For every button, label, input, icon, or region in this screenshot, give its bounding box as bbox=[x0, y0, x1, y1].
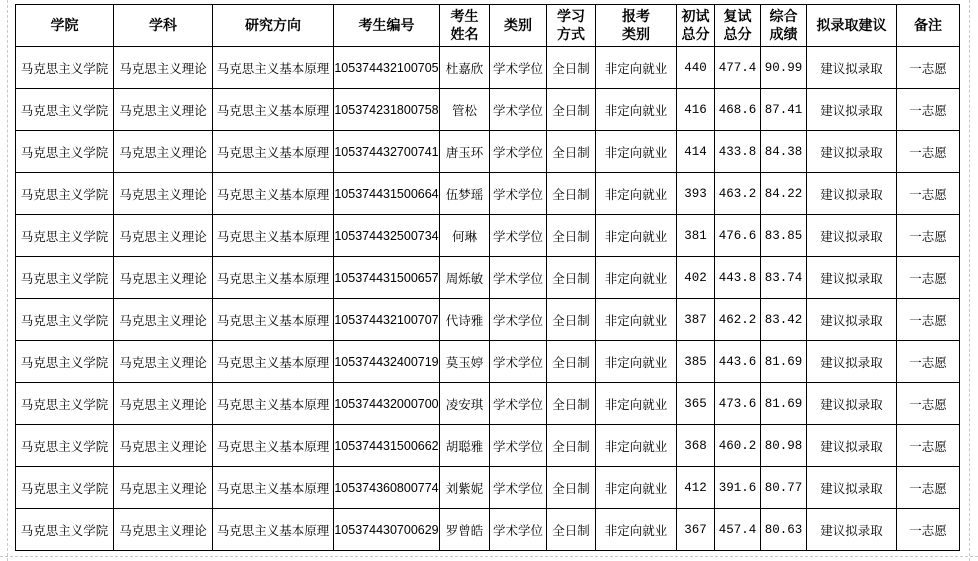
cell-application-type: 非定向就业 bbox=[596, 509, 677, 551]
table-row bbox=[16, 341, 960, 383]
cell-discipline: 马克思主义理论 bbox=[114, 89, 213, 131]
cell-admission-suggestion: 建议拟录取 bbox=[807, 215, 897, 257]
header-category bbox=[490, 5, 547, 47]
cell-category: 学术学位 bbox=[490, 89, 547, 131]
cell-study-mode: 全日制 bbox=[547, 383, 596, 425]
cell-discipline: 马克思主义理论 bbox=[114, 467, 213, 509]
cell-college: 马克思主义学院 bbox=[16, 131, 114, 173]
cell-application-type: 非定向就业 bbox=[596, 425, 677, 467]
cell-discipline: 马克思主义理论 bbox=[114, 47, 213, 89]
cell-prelim-score: 367 bbox=[677, 509, 715, 551]
cell-discipline: 马克思主义理论 bbox=[114, 383, 213, 425]
cell-prelim-score: 368 bbox=[677, 425, 715, 467]
page-margin-left bbox=[7, 0, 8, 561]
cell-candidate-id: 105374430700629 bbox=[334, 509, 440, 551]
cell-retest-score: 460.2 bbox=[715, 425, 761, 467]
cell-candidate-id: 105374432400719 bbox=[334, 341, 440, 383]
cell-candidate-id: 105374432700741 bbox=[334, 131, 440, 173]
header-line2: 类别 bbox=[622, 26, 650, 43]
cell-category: 学术学位 bbox=[490, 215, 547, 257]
cell-overall-score: 83.85 bbox=[761, 215, 807, 257]
cell-study-mode: 全日制 bbox=[547, 299, 596, 341]
header-label bbox=[682, 8, 710, 44]
table-row bbox=[16, 215, 960, 257]
header-candidate-id bbox=[334, 5, 440, 47]
cell-application-type: 非定向就业 bbox=[596, 89, 677, 131]
cell-candidate-id: 105374431500664 bbox=[334, 173, 440, 215]
cell-research-direction: 马克思主义基本原理 bbox=[213, 47, 334, 89]
cell-candidate-id: 105374432100705 bbox=[334, 47, 440, 89]
cell-admission-suggestion: 建议拟录取 bbox=[807, 383, 897, 425]
header-line2: 总分 bbox=[723, 26, 752, 43]
cell-college: 马克思主义学院 bbox=[16, 509, 114, 551]
cell-candidate-name: 代诗雅 bbox=[440, 299, 490, 341]
cell-overall-score: 80.77 bbox=[761, 467, 807, 509]
header-line2: 姓名 bbox=[450, 26, 479, 43]
table-row bbox=[16, 257, 960, 299]
cell-study-mode: 全日制 bbox=[547, 509, 596, 551]
table-row bbox=[16, 383, 960, 425]
cell-category: 学术学位 bbox=[490, 467, 547, 509]
header-line1: 学科 bbox=[149, 17, 177, 34]
cell-retest-score: 477.4 bbox=[715, 47, 761, 89]
cell-remark: 一志愿 bbox=[897, 299, 960, 341]
cell-retest-score: 443.8 bbox=[715, 257, 761, 299]
cell-admission-suggestion: 建议拟录取 bbox=[807, 509, 897, 551]
cell-candidate-name: 凌安琪 bbox=[440, 383, 490, 425]
cell-research-direction: 马克思主义基本原理 bbox=[213, 299, 334, 341]
cell-category: 学术学位 bbox=[490, 383, 547, 425]
cell-application-type: 非定向就业 bbox=[596, 341, 677, 383]
header-label bbox=[245, 17, 301, 35]
table-row bbox=[16, 173, 960, 215]
cell-study-mode: 全日制 bbox=[547, 257, 596, 299]
cell-college: 马克思主义学院 bbox=[16, 467, 114, 509]
cell-category: 学术学位 bbox=[490, 425, 547, 467]
cell-study-mode: 全日制 bbox=[547, 131, 596, 173]
table-header-row bbox=[16, 5, 960, 47]
cell-discipline: 马克思主义理论 bbox=[114, 173, 213, 215]
cell-admission-suggestion: 建议拟录取 bbox=[807, 467, 897, 509]
cell-college: 马克思主义学院 bbox=[16, 89, 114, 131]
table-row bbox=[16, 509, 960, 551]
cell-application-type: 非定向就业 bbox=[596, 257, 677, 299]
cell-retest-score: 463.2 bbox=[715, 173, 761, 215]
cell-prelim-score: 385 bbox=[677, 341, 715, 383]
cell-study-mode: 全日制 bbox=[547, 215, 596, 257]
header-line1: 研究方向 bbox=[245, 17, 301, 34]
cell-study-mode: 全日制 bbox=[547, 425, 596, 467]
cell-discipline: 马克思主义理论 bbox=[114, 509, 213, 551]
cell-research-direction: 马克思主义基本原理 bbox=[213, 509, 334, 551]
header-line2: 成绩 bbox=[769, 26, 798, 43]
header-label bbox=[724, 8, 752, 44]
cell-admission-suggestion: 建议拟录取 bbox=[807, 173, 897, 215]
header-overall-score bbox=[761, 5, 807, 47]
header-line1: 考生 bbox=[450, 8, 479, 25]
cell-candidate-name: 杜嘉欣 bbox=[440, 47, 490, 89]
cell-admission-suggestion: 建议拟录取 bbox=[807, 47, 897, 89]
cell-remark: 一志愿 bbox=[897, 383, 960, 425]
cell-retest-score: 473.6 bbox=[715, 383, 761, 425]
cell-candidate-id: 105374360800774 bbox=[334, 467, 440, 509]
header-line1: 学习 bbox=[557, 8, 585, 25]
cell-category: 学术学位 bbox=[490, 299, 547, 341]
header-line1: 报考 bbox=[622, 8, 650, 25]
table-row bbox=[16, 425, 960, 467]
cell-college: 马克思主义学院 bbox=[16, 257, 114, 299]
header-label bbox=[622, 8, 650, 44]
header-admission-suggestion bbox=[807, 5, 897, 47]
header-line2: 总分 bbox=[681, 26, 710, 43]
cell-retest-score: 457.4 bbox=[715, 509, 761, 551]
table-row bbox=[16, 47, 960, 89]
cell-research-direction: 马克思主义基本原理 bbox=[213, 257, 334, 299]
header-research-direction bbox=[213, 5, 334, 47]
header-line1: 学院 bbox=[50, 17, 79, 34]
cell-retest-score: 476.6 bbox=[715, 215, 761, 257]
cell-prelim-score: 393 bbox=[677, 173, 715, 215]
cell-prelim-score: 440 bbox=[677, 47, 715, 89]
header-line1: 考生编号 bbox=[358, 17, 415, 34]
cell-remark: 一志愿 bbox=[897, 215, 960, 257]
header-label bbox=[770, 8, 798, 44]
cell-research-direction: 马克思主义基本原理 bbox=[213, 131, 334, 173]
cell-research-direction: 马克思主义基本原理 bbox=[213, 89, 334, 131]
cell-research-direction: 马克思主义基本原理 bbox=[213, 383, 334, 425]
cell-college: 马克思主义学院 bbox=[16, 383, 114, 425]
header-candidate-name bbox=[440, 5, 490, 47]
cell-prelim-score: 416 bbox=[677, 89, 715, 131]
cell-overall-score: 84.38 bbox=[761, 131, 807, 173]
cell-admission-suggestion: 建议拟录取 bbox=[807, 425, 897, 467]
cell-overall-score: 81.69 bbox=[761, 341, 807, 383]
cell-discipline: 马克思主义理论 bbox=[114, 257, 213, 299]
cell-retest-score: 468.6 bbox=[715, 89, 761, 131]
cell-remark: 一志愿 bbox=[897, 425, 960, 467]
cell-candidate-name: 胡聪雅 bbox=[440, 425, 490, 467]
cell-study-mode: 全日制 bbox=[547, 89, 596, 131]
cell-overall-score: 84.22 bbox=[761, 173, 807, 215]
cell-college: 马克思主义学院 bbox=[16, 299, 114, 341]
cell-prelim-score: 387 bbox=[677, 299, 715, 341]
cell-remark: 一志愿 bbox=[897, 173, 960, 215]
header-label bbox=[451, 8, 479, 44]
header-line1: 类别 bbox=[504, 17, 532, 34]
cell-candidate-name: 何琳 bbox=[440, 215, 490, 257]
cell-retest-score: 462.2 bbox=[715, 299, 761, 341]
cell-application-type: 非定向就业 bbox=[596, 131, 677, 173]
cell-prelim-score: 412 bbox=[677, 467, 715, 509]
cell-category: 学术学位 bbox=[490, 173, 547, 215]
cell-remark: 一志愿 bbox=[897, 257, 960, 299]
cell-discipline: 马克思主义理论 bbox=[114, 215, 213, 257]
cell-overall-score: 87.41 bbox=[761, 89, 807, 131]
cell-remark: 一志愿 bbox=[897, 131, 960, 173]
cell-research-direction: 马克思主义基本原理 bbox=[213, 425, 334, 467]
cell-application-type: 非定向就业 bbox=[596, 383, 677, 425]
cell-research-direction: 马克思主义基本原理 bbox=[213, 341, 334, 383]
cell-remark: 一志愿 bbox=[897, 341, 960, 383]
cell-remark: 一志愿 bbox=[897, 509, 960, 551]
cell-overall-score: 80.63 bbox=[761, 509, 807, 551]
cell-candidate-name: 周烁敏 bbox=[440, 257, 490, 299]
header-discipline bbox=[114, 5, 213, 47]
cell-retest-score: 443.6 bbox=[715, 341, 761, 383]
header-label bbox=[359, 17, 415, 35]
cell-candidate-name: 莫玉婷 bbox=[440, 341, 490, 383]
table-row bbox=[16, 89, 960, 131]
cell-admission-suggestion: 建议拟录取 bbox=[807, 299, 897, 341]
cell-category: 学术学位 bbox=[490, 131, 547, 173]
cell-application-type: 非定向就业 bbox=[596, 47, 677, 89]
table-body bbox=[16, 47, 960, 551]
cell-application-type: 非定向就业 bbox=[596, 467, 677, 509]
cell-college: 马克思主义学院 bbox=[16, 341, 114, 383]
cell-remark: 一志愿 bbox=[897, 47, 960, 89]
cell-candidate-id: 105374432000700 bbox=[334, 383, 440, 425]
header-line1: 复试 bbox=[723, 8, 752, 25]
page-margin-bottom bbox=[0, 556, 978, 557]
header-remark bbox=[897, 5, 960, 47]
cell-research-direction: 马克思主义基本原理 bbox=[213, 467, 334, 509]
header-line2: 方式 bbox=[557, 26, 585, 43]
cell-category: 学术学位 bbox=[490, 257, 547, 299]
cell-remark: 一志愿 bbox=[897, 89, 960, 131]
cell-candidate-name: 管松 bbox=[440, 89, 490, 131]
cell-candidate-name: 刘紫妮 bbox=[440, 467, 490, 509]
header-label bbox=[51, 17, 79, 35]
header-line1: 综合 bbox=[769, 8, 798, 25]
header-college bbox=[16, 5, 114, 47]
cell-admission-suggestion: 建议拟录取 bbox=[807, 257, 897, 299]
header-label bbox=[557, 8, 585, 44]
admission-table bbox=[15, 4, 960, 551]
cell-discipline: 马克思主义理论 bbox=[114, 299, 213, 341]
header-line1: 拟录取建议 bbox=[816, 17, 887, 34]
cell-candidate-id: 105374431500657 bbox=[334, 257, 440, 299]
cell-prelim-score: 414 bbox=[677, 131, 715, 173]
cell-category: 学术学位 bbox=[490, 341, 547, 383]
cell-prelim-score: 381 bbox=[677, 215, 715, 257]
cell-college: 马克思主义学院 bbox=[16, 215, 114, 257]
cell-overall-score: 80.98 bbox=[761, 425, 807, 467]
header-retest-score bbox=[715, 5, 761, 47]
cell-college: 马克思主义学院 bbox=[16, 173, 114, 215]
cell-prelim-score: 365 bbox=[677, 383, 715, 425]
cell-college: 马克思主义学院 bbox=[16, 47, 114, 89]
cell-application-type: 非定向就业 bbox=[596, 299, 677, 341]
cell-candidate-name: 罗曾皓 bbox=[440, 509, 490, 551]
header-label bbox=[504, 17, 532, 35]
cell-retest-score: 433.8 bbox=[715, 131, 761, 173]
cell-discipline: 马克思主义理论 bbox=[114, 425, 213, 467]
header-line1: 初试 bbox=[681, 8, 710, 25]
cell-admission-suggestion: 建议拟录取 bbox=[807, 131, 897, 173]
cell-overall-score: 83.42 bbox=[761, 299, 807, 341]
header-prelim-score bbox=[677, 5, 715, 47]
cell-research-direction: 马克思主义基本原理 bbox=[213, 215, 334, 257]
cell-overall-score: 83.74 bbox=[761, 257, 807, 299]
cell-study-mode: 全日制 bbox=[547, 47, 596, 89]
cell-candidate-name: 唐玉环 bbox=[440, 131, 490, 173]
cell-study-mode: 全日制 bbox=[547, 467, 596, 509]
cell-category: 学术学位 bbox=[490, 47, 547, 89]
cell-overall-score: 90.99 bbox=[761, 47, 807, 89]
cell-discipline: 马克思主义理论 bbox=[114, 131, 213, 173]
cell-discipline: 马克思主义理论 bbox=[114, 341, 213, 383]
cell-application-type: 非定向就业 bbox=[596, 173, 677, 215]
header-line1: 备注 bbox=[914, 17, 942, 34]
cell-overall-score: 81.69 bbox=[761, 383, 807, 425]
header-label bbox=[914, 17, 942, 35]
header-label bbox=[149, 17, 177, 35]
cell-retest-score: 391.6 bbox=[715, 467, 761, 509]
cell-candidate-id: 105374432100707 bbox=[334, 299, 440, 341]
page-margin-right bbox=[969, 0, 970, 561]
cell-study-mode: 全日制 bbox=[547, 341, 596, 383]
cell-candidate-id: 105374431500662 bbox=[334, 425, 440, 467]
header-label bbox=[817, 17, 887, 35]
table-row bbox=[16, 299, 960, 341]
cell-study-mode: 全日制 bbox=[547, 173, 596, 215]
cell-application-type: 非定向就业 bbox=[596, 215, 677, 257]
cell-candidate-name: 伍梦瑶 bbox=[440, 173, 490, 215]
header-study-mode bbox=[547, 5, 596, 47]
cell-admission-suggestion: 建议拟录取 bbox=[807, 89, 897, 131]
cell-prelim-score: 402 bbox=[677, 257, 715, 299]
cell-admission-suggestion: 建议拟录取 bbox=[807, 341, 897, 383]
cell-college: 马克思主义学院 bbox=[16, 425, 114, 467]
cell-candidate-id: 105374432500734 bbox=[334, 215, 440, 257]
cell-remark: 一志愿 bbox=[897, 467, 960, 509]
header-application-type bbox=[596, 5, 677, 47]
table-row bbox=[16, 467, 960, 509]
cell-candidate-id: 105374231800758 bbox=[334, 89, 440, 131]
table-row bbox=[16, 131, 960, 173]
cell-category: 学术学位 bbox=[490, 509, 547, 551]
cell-research-direction: 马克思主义基本原理 bbox=[213, 173, 334, 215]
